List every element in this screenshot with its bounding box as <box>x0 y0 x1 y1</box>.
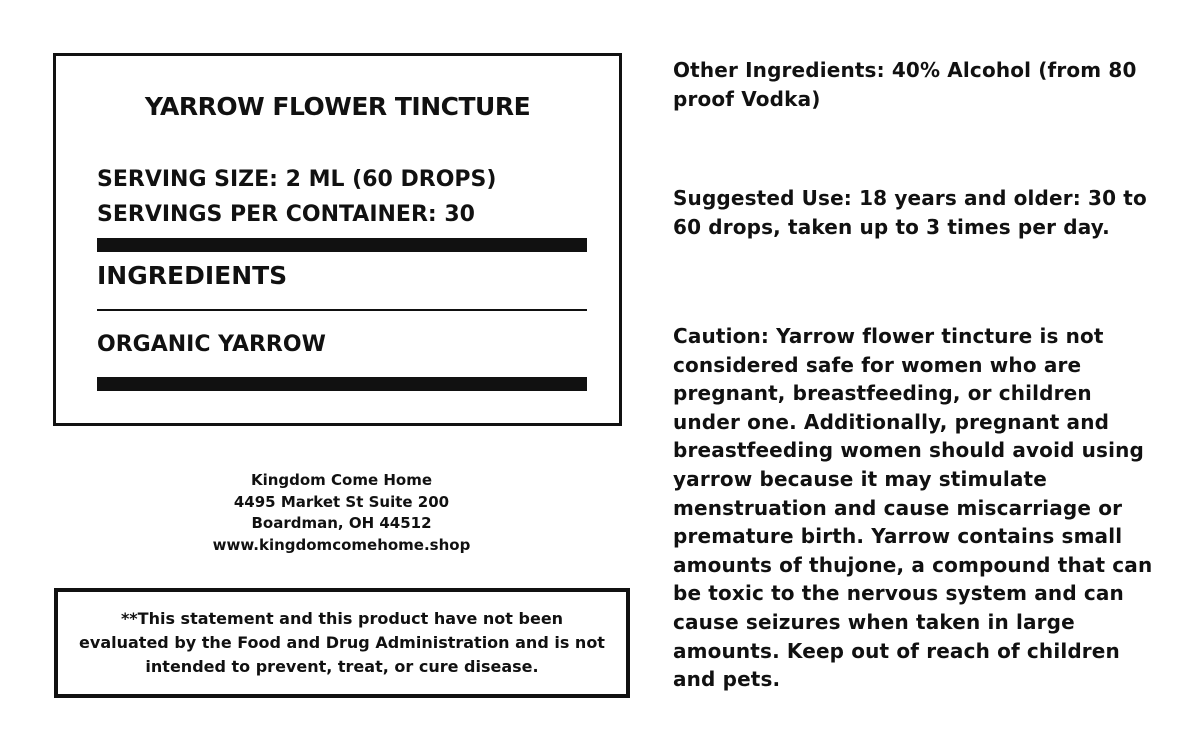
servings-per-container: SERVINGS PER CONTAINER: 30 <box>97 202 475 227</box>
thick-divider <box>97 377 587 391</box>
thick-divider <box>97 238 587 252</box>
fda-disclaimer-box <box>54 588 630 698</box>
company-address <box>53 470 630 556</box>
suggested-use-section <box>673 184 1163 241</box>
other-ingredients-text: Other Ingredients: 40% Alcohol (from 80 proof Vodka) <box>673 58 1137 111</box>
serving-size: SERVING SIZE: 2 ML (60 DROPS) <box>97 167 497 192</box>
fda-disclaimer-text: **This statement and this product have not been evaluated by the Food and Drug Administration and is not intended to prevent, treat, or cure disease. <box>79 609 605 676</box>
product-title: YARROW FLOWER TINCTURE <box>144 92 531 121</box>
ingredient-item: ORGANIC YARROW <box>97 332 326 357</box>
company-name: Kingdom Come Home <box>250 471 433 489</box>
street-address: 4495 Market St Suite 200 <box>233 492 450 511</box>
suggested-use-text: Suggested Use: 18 years and older: 30 to 60 drops, taken up to 3 times per day. <box>673 186 1147 239</box>
caution-section <box>673 322 1163 694</box>
caution-text: Caution: Yarrow flower tincture is not considered safe for women who are pregnant, breastfeeding, or children under one. Additionally, pregnant and breastfeeding women should avoid using yarrow because it may stimulate menstruation and cause miscarriage or premature birth. Yarrow contains small amounts of thujone, a compound that can be toxic to the nervous system and can cause seizures when taken in large amounts. Keep out of reach of children and pets. <box>673 324 1153 692</box>
ingredients-heading: INGREDIENTS <box>97 261 288 290</box>
other-ingredients-section <box>673 56 1163 113</box>
city-state-zip: Boardman, OH 44512 <box>251 514 432 532</box>
thin-divider <box>97 309 587 311</box>
supplement-facts-panel <box>53 53 622 426</box>
website-url: www.kingdomcomehome.shop <box>212 535 471 554</box>
serving-info <box>97 162 496 232</box>
